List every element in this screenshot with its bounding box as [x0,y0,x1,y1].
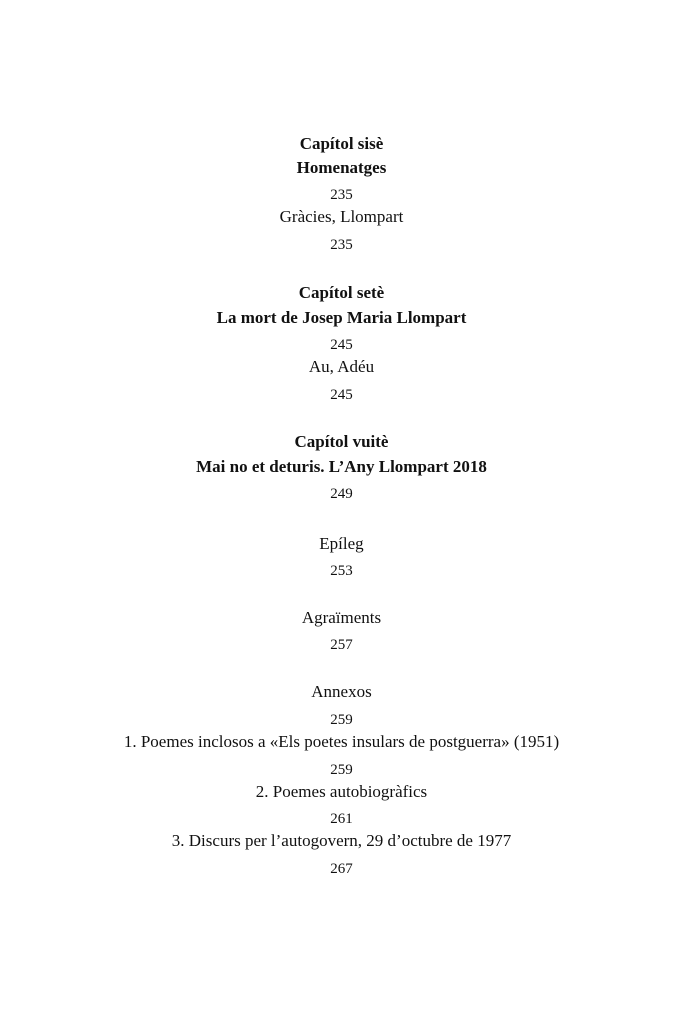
chapter-7-entry-1-title: Au, Adéu [308,357,375,376]
annex-1-title: 1. Poemes inclosos a «Els poetes insulars de postguerra» (1951) [123,732,560,751]
annexes-title: Annexos [311,682,372,701]
annex-1-page: 259 [330,762,353,778]
chapter-7-heading: Capítol setè [298,283,385,302]
annex-2-page: 261 [330,811,353,827]
acknowledgements-page: 257 [330,637,353,653]
chapter-6-title: Homenatges [296,158,387,177]
chapter-6-entry-1-title: Gràcies, Llompart [279,207,404,226]
annex-2-title: 2. Poemes autobiogràfics [255,782,428,801]
epilogue-title: Epíleg [319,534,364,553]
chapter-6-page: 235 [330,187,353,203]
chapter-7-page: 245 [330,337,353,353]
chapter-6-entry-1-page: 235 [330,237,353,253]
epilogue-page: 253 [330,563,353,579]
annex-3-page: 267 [330,861,353,877]
chapter-7-title: La mort de Josep Maria Llompart [216,308,467,327]
annexes-page: 259 [330,712,353,728]
chapter-7-entry-1-page: 245 [330,387,353,403]
chapter-8-heading: Capítol vuitè [294,432,389,451]
acknowledgements-title: Agraïments [301,608,382,627]
annex-3-title: 3. Discurs per l’autogovern, 29 d’octubre de 1977 [171,831,512,850]
chapter-8-page: 249 [330,486,353,502]
chapter-6-heading: Capítol sisè [299,134,384,153]
chapter-8-title: Mai no et deturis. L’Any Llompart 2018 [196,457,487,476]
